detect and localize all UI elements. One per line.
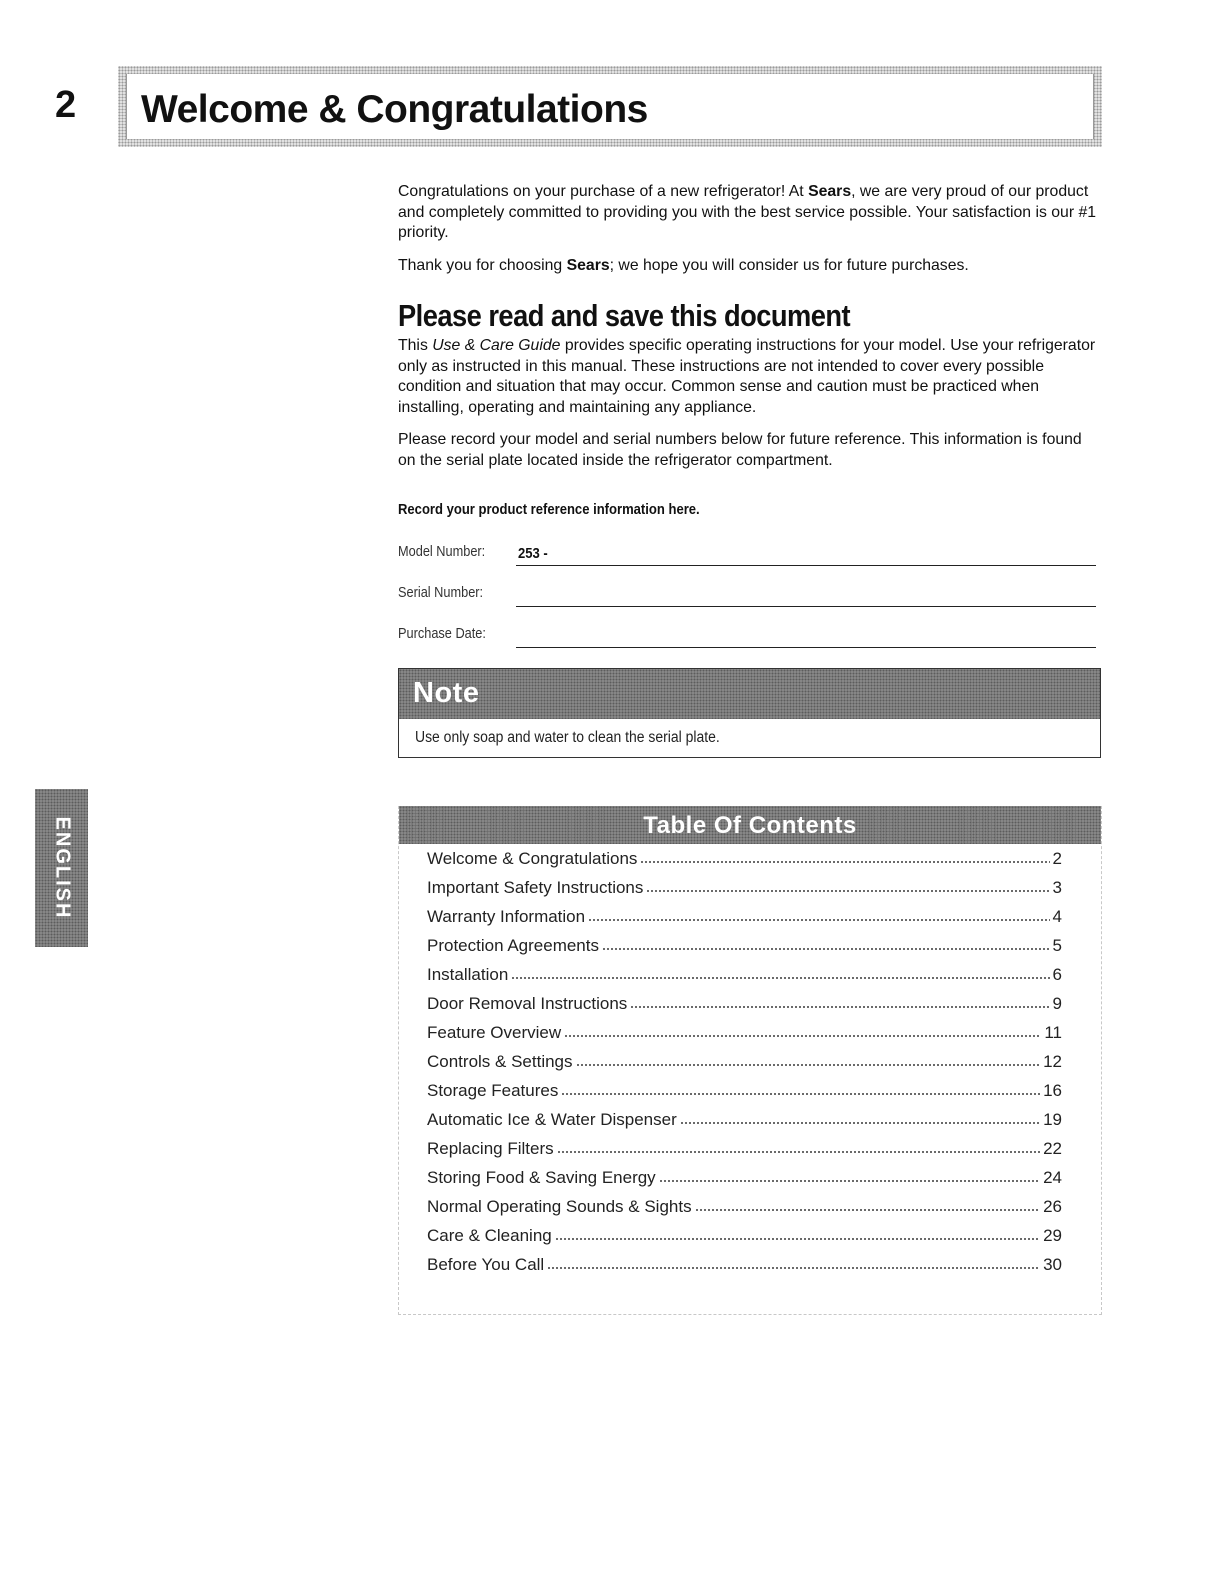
toc-item-title: Before You Call — [427, 1255, 545, 1274]
toc-item-title: Important Safety Instructions — [427, 878, 644, 897]
field-label: Model Number: — [398, 544, 486, 560]
toc-item[interactable] — [427, 907, 1062, 936]
toc-item-title: Automatic Ice & Water Dispenser — [427, 1110, 677, 1129]
toc-item[interactable] — [427, 1139, 1062, 1168]
toc-item-title: Feature Overview — [427, 1023, 562, 1042]
save-paragraph-2: Please record your model and serial numbers below for future reference. This information is found on the serial plate located inside the refrigerator compartment. — [398, 431, 1082, 469]
note-box — [398, 668, 1101, 758]
toc-leader-dots — [640, 852, 1049, 864]
toc-header — [399, 806, 1101, 844]
body-text: provides specific operating instructions for your model. Use your refrigerator only as instructed in this manual. These instructions are not intended to cover every possible condition and situation that may occur. Common sense and caution must be practiced when installing, operating and maintaining any appliance. — [398, 337, 1096, 416]
field-label: Serial Number: — [398, 585, 484, 601]
page-number: 2 — [55, 84, 77, 126]
toc-leader-dots — [555, 1229, 1040, 1241]
guide-title: Use & Care Guide — [432, 337, 561, 354]
toc-item-page: 3 — [1052, 878, 1062, 897]
toc-list — [427, 849, 1062, 1284]
intro-text: ; we hope you will consider us for future purchases. — [609, 257, 969, 274]
language-tab — [35, 789, 88, 947]
toc-item-page: 16 — [1043, 1081, 1062, 1100]
toc-item-title: Warranty Information — [427, 907, 586, 926]
toc-item-title: Controls & Settings — [427, 1052, 573, 1071]
toc-item[interactable] — [427, 936, 1062, 965]
toc-item-title: Care & Cleaning — [427, 1226, 552, 1245]
serial-number-line[interactable] — [516, 584, 1096, 607]
toc-leader-dots — [557, 1142, 1040, 1154]
toc-item-page: 5 — [1052, 936, 1062, 955]
toc-item-title: Replacing Filters — [427, 1139, 554, 1158]
toc-item-page: 6 — [1052, 965, 1062, 984]
save-paragraph-1 — [398, 336, 1103, 418]
toc-title: Table Of Contents — [643, 812, 857, 839]
toc-item-title: Door Removal Instructions — [427, 994, 628, 1013]
toc-item-title: Welcome & Congratulations — [427, 849, 638, 868]
toc-item-page: 26 — [1043, 1197, 1062, 1216]
intro-text: Congratulations on your purchase of a new refrigerator! At — [398, 183, 809, 200]
note-header — [399, 669, 1100, 719]
toc-item-page: 24 — [1043, 1168, 1062, 1187]
toc-item-page: 29 — [1043, 1226, 1062, 1245]
header-inner — [126, 74, 1094, 139]
note-text: Use only soap and water to clean the serial plate. — [415, 729, 720, 746]
note-title: Note — [413, 677, 480, 709]
purchase-date-line[interactable] — [516, 625, 1096, 648]
toc-item[interactable] — [427, 1168, 1062, 1197]
toc-item-page: 30 — [1043, 1255, 1062, 1274]
intro-paragraph-1 — [398, 182, 1103, 244]
intro-paragraph-2 — [398, 256, 1103, 277]
toc-item[interactable] — [427, 965, 1062, 994]
toc-leader-dots — [511, 968, 1049, 980]
page-title: Welcome & Congratulations — [141, 88, 648, 131]
toc-item-page: 9 — [1052, 994, 1062, 1013]
toc-leader-dots — [588, 910, 1049, 922]
toc-leader-dots — [680, 1113, 1040, 1125]
toc-leader-dots — [576, 1055, 1041, 1067]
field-label: Purchase Date: — [398, 626, 486, 642]
body-text: This — [398, 337, 433, 354]
toc-item[interactable] — [427, 1052, 1062, 1081]
toc-item[interactable] — [427, 1023, 1062, 1052]
toc-item[interactable] — [427, 1255, 1062, 1284]
toc-leader-dots — [564, 1026, 1041, 1038]
toc-item-title: Normal Operating Sounds & Sights — [427, 1197, 692, 1216]
toc-item-page: 2 — [1052, 849, 1062, 868]
toc-leader-dots — [695, 1200, 1040, 1212]
toc-item-title: Storage Features — [427, 1081, 559, 1100]
header-bar — [118, 66, 1102, 147]
purchase-date-field — [398, 618, 1096, 648]
model-number-line[interactable] — [516, 543, 1096, 566]
serial-number-field — [398, 577, 1096, 607]
toc-item[interactable] — [427, 1226, 1062, 1255]
toc-item[interactable] — [427, 1081, 1062, 1110]
record-label: Record your product reference information here. — [398, 502, 700, 518]
toc-item-page: 11 — [1044, 1023, 1062, 1042]
toc-leader-dots — [547, 1258, 1040, 1270]
toc-item-title: Storing Food & Saving Energy — [427, 1168, 656, 1187]
toc-item[interactable] — [427, 878, 1062, 907]
toc-leader-dots — [630, 997, 1049, 1009]
toc-item[interactable] — [427, 1197, 1062, 1226]
brand-name: Sears — [808, 183, 852, 200]
toc-leader-dots — [561, 1084, 1040, 1096]
field-value: 253 - — [518, 546, 548, 562]
toc-leader-dots — [659, 1171, 1040, 1183]
toc-leader-dots — [602, 939, 1050, 951]
toc-item[interactable] — [427, 994, 1062, 1023]
toc-item-title: Protection Agreements — [427, 936, 599, 955]
toc-leader-dots — [646, 881, 1049, 893]
language-label: ENGLISH — [51, 816, 73, 920]
toc-item-page: 4 — [1052, 907, 1062, 926]
toc-item[interactable] — [427, 1110, 1062, 1139]
section-heading: Please read and save this document — [398, 298, 851, 333]
toc-item-title: Installation — [427, 965, 509, 984]
intro-text: , we are very proud of our product and completely committed to providing you with the best service possible. Your satisfaction is our #1 priority. — [398, 183, 1097, 241]
toc-item-page: 19 — [1043, 1110, 1062, 1129]
brand-name: Sears — [566, 257, 610, 274]
toc-item[interactable] — [427, 849, 1062, 878]
toc-item-page: 22 — [1043, 1139, 1062, 1158]
intro-text: Thank you for choosing — [398, 257, 567, 274]
toc-item-page: 12 — [1043, 1052, 1062, 1071]
model-number-field — [398, 536, 1096, 566]
table-of-contents — [398, 806, 1102, 1315]
